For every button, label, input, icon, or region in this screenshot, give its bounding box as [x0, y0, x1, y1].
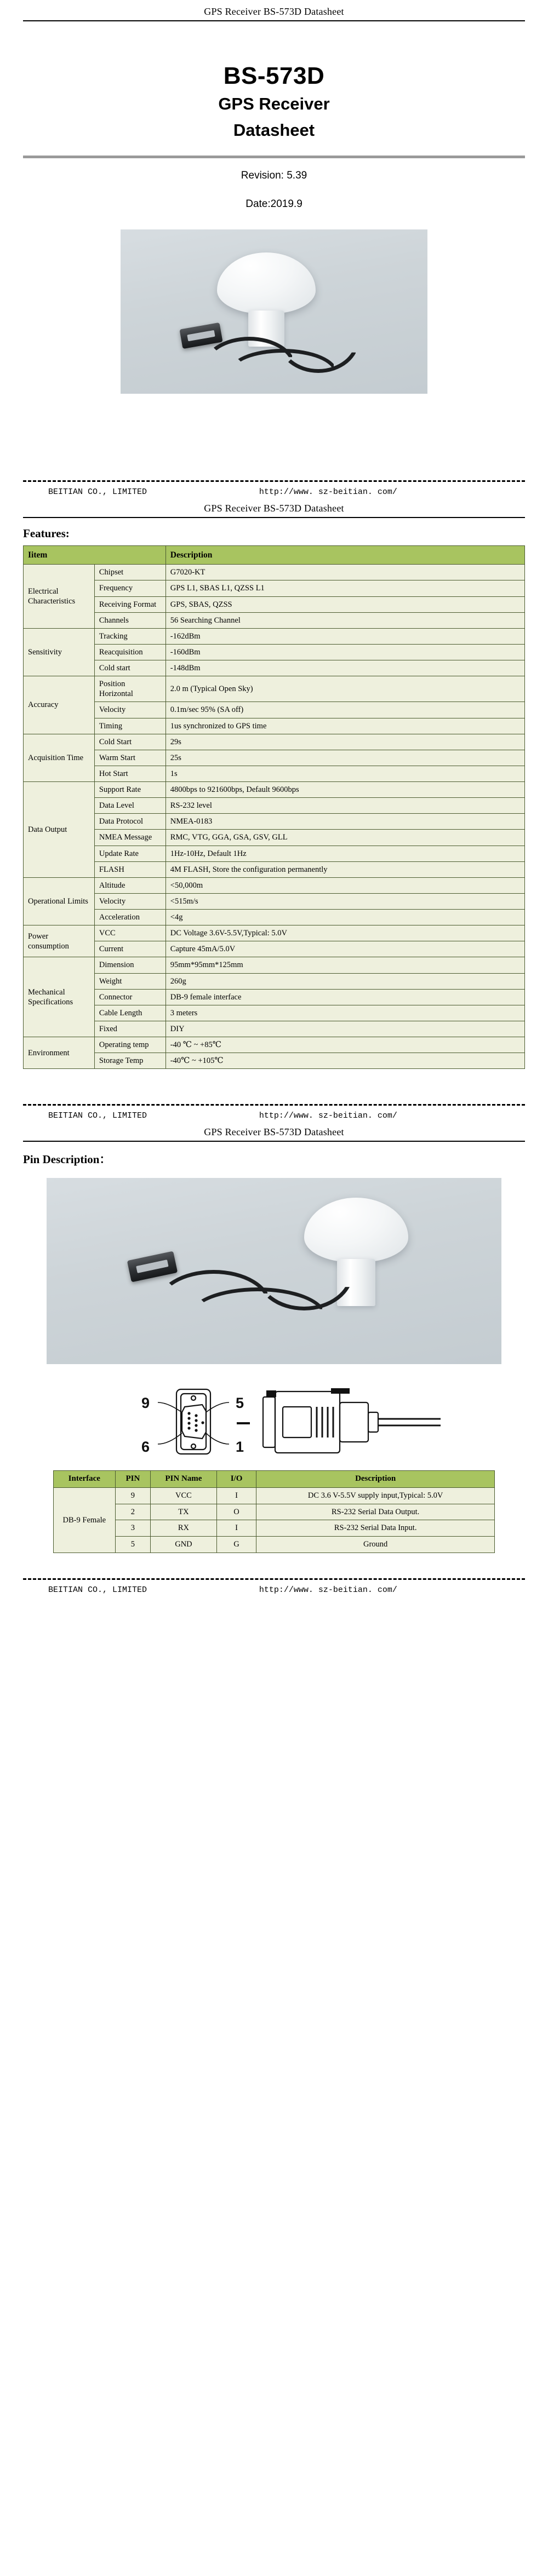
row-subitem: Fixed: [94, 1021, 165, 1037]
pin-description-table: [53, 1470, 495, 1553]
table-row: [24, 580, 525, 596]
row-description: RMC, VTG, GGA, GSA, GSV, GLL: [165, 830, 524, 846]
table-row: [24, 702, 525, 718]
table-row: [24, 612, 525, 628]
pin-table-body: [53, 1487, 494, 1553]
row-subitem: NMEA Message: [94, 830, 165, 846]
row-subitem: Cable Length: [94, 1005, 165, 1021]
pin-description-heading: Pin Description：: [23, 1153, 111, 1166]
row-subitem: Tracking: [94, 628, 165, 644]
table-row: [24, 596, 525, 612]
footer-company-name-2: BEITIAN CO., LIMITED: [48, 1111, 147, 1121]
row-description: 1s: [165, 766, 524, 781]
table-row: [24, 676, 525, 702]
pin-col-io: I/O: [216, 1471, 256, 1488]
row-subitem: Chipset: [94, 565, 165, 580]
row-subitem: Reacquisition: [94, 644, 165, 660]
row-subitem: Operating temp: [94, 1037, 165, 1053]
row-subitem: Current: [94, 941, 165, 957]
table-row: [53, 1504, 494, 1520]
row-description: -162dBm: [165, 628, 524, 644]
group-label: Operational Limits: [24, 877, 95, 925]
footer-url-2[interactable]: http://www. sz-beitian. com/: [259, 1111, 397, 1121]
cover-bottom-spacer: [23, 394, 525, 464]
row-description: 4800bps to 921600bps, Default 9600bps: [165, 782, 524, 798]
pin-io: I: [216, 1520, 256, 1537]
db9-label-5: 5: [236, 1395, 244, 1412]
row-description: G7020-KT: [165, 565, 524, 580]
row-description: 4M FLASH, Store the configuration permanently: [165, 861, 524, 877]
antenna-dome-shape-2: [304, 1198, 408, 1262]
row-subitem: Cold start: [94, 660, 165, 676]
table-row: [24, 1037, 525, 1053]
row-description: -148dBm: [165, 660, 524, 676]
pin-desc: DC 3.6 V-5.5V supply input,Typical: 5.0V: [256, 1487, 495, 1504]
pin-io: G: [216, 1537, 256, 1553]
table-row: [24, 989, 525, 1005]
group-label: Power consumption: [24, 925, 95, 957]
row-description: DB-9 female interface: [165, 989, 524, 1005]
pin-header-row: [53, 1471, 494, 1488]
cover-page: [0, 0, 548, 497]
pin-col-pin-name: PIN Name: [151, 1471, 217, 1488]
footer-dashed-rule-2: [23, 1104, 525, 1106]
pin-bottom-spacer: [23, 1553, 525, 1562]
table-row: [24, 814, 525, 830]
group-label: Environment: [24, 1037, 95, 1069]
table-row: [24, 660, 525, 676]
footer-url-3[interactable]: http://www. sz-beitian. com/: [259, 1585, 397, 1595]
table-row: [24, 734, 525, 750]
db9-label-9: 9: [141, 1395, 150, 1412]
features-table-head: [24, 545, 525, 564]
product-photo: [121, 229, 427, 394]
running-header-text: GPS Receiver BS-573D Datasheet: [204, 6, 344, 17]
table-row: [24, 798, 525, 814]
group-label: Acquisition Time: [24, 734, 95, 781]
pin-col-description: Description: [256, 1471, 495, 1488]
row-description: 25s: [165, 750, 524, 766]
row-description: DIY: [165, 1021, 524, 1037]
row-subitem: Velocity: [94, 702, 165, 718]
running-header-2: [23, 497, 525, 518]
cover-revision: Revision: 5.39: [241, 170, 307, 182]
table-row: [24, 910, 525, 925]
pin-desc: RS-232 Serial Data Input.: [256, 1520, 495, 1537]
pin-number: 5: [115, 1537, 150, 1553]
cover-date: Date:2019.9: [246, 198, 302, 210]
row-description: 3 meters: [165, 1005, 524, 1021]
table-row: [24, 782, 525, 798]
row-subitem: FLASH: [94, 861, 165, 877]
pin-number: 2: [115, 1504, 150, 1520]
row-description: -40℃ ~ +105℃: [165, 1053, 524, 1069]
group-label: Electrical Characteristics: [24, 565, 95, 629]
table-row: [24, 957, 525, 973]
table-row: [24, 830, 525, 846]
row-subitem: Velocity: [94, 893, 165, 909]
db9-connector-shape: [179, 323, 222, 349]
cover-model-title: BS-573D: [223, 62, 325, 89]
pin-col-pin: PIN: [115, 1471, 150, 1488]
table-row: [24, 973, 525, 989]
row-subitem: Update Rate: [94, 846, 165, 861]
antenna-dome-shape: [217, 252, 316, 314]
group-label: Accuracy: [24, 676, 95, 734]
footer-dashed-rule: [23, 480, 525, 482]
row-description: <515m/s: [165, 893, 524, 909]
row-subitem: Timing: [94, 718, 165, 734]
running-header-rule-2: [23, 517, 525, 518]
pin-name: VCC: [151, 1487, 217, 1504]
row-description: 56 Searching Channel: [165, 612, 524, 628]
pin-description-page: [0, 1120, 548, 1595]
features-page: [0, 497, 548, 1120]
row-description: RS-232 level: [165, 798, 524, 814]
pin-name: TX: [151, 1504, 217, 1520]
row-description: <50,000m: [165, 877, 524, 893]
row-description: 1Hz-10Hz, Default 1Hz: [165, 846, 524, 861]
row-subitem: Connector: [94, 989, 165, 1005]
table-row: [24, 941, 525, 957]
row-subitem: Channels: [94, 612, 165, 628]
table-row: [53, 1487, 494, 1504]
page-footer-2: [23, 1104, 525, 1120]
group-label: Data Output: [24, 782, 95, 878]
row-subitem: Dimension: [94, 957, 165, 973]
db9-connector-shape-2: [127, 1251, 178, 1283]
row-subitem: Warm Start: [94, 750, 165, 766]
cover-subtitle-line1: GPS Receiver: [218, 94, 330, 113]
pin-interface-label: DB-9 Female: [53, 1487, 115, 1553]
row-subitem: Acceleration: [94, 910, 165, 925]
footer-url[interactable]: http://www. sz-beitian. com/: [259, 487, 397, 497]
product-photo-2: [47, 1178, 501, 1364]
footer-company-name-3: BEITIAN CO., LIMITED: [48, 1585, 147, 1595]
table-row: [24, 925, 525, 941]
table-row: [24, 1021, 525, 1037]
pin-io: O: [216, 1504, 256, 1520]
row-subitem: Altitude: [94, 877, 165, 893]
row-description: 260g: [165, 973, 524, 989]
cover-subtitle-line2: Datasheet: [233, 120, 315, 140]
features-col-item: Iitem: [24, 545, 166, 564]
db9-pinout-diagram: [99, 1378, 449, 1461]
row-subitem: Storage Temp: [94, 1053, 165, 1069]
row-subitem: Receiving Format: [94, 596, 165, 612]
row-subitem: Data Protocol: [94, 814, 165, 830]
pin-desc: Ground: [256, 1537, 495, 1553]
row-subitem: Data Level: [94, 798, 165, 814]
cover-top-spacer: [23, 21, 525, 61]
table-row: [53, 1537, 494, 1553]
table-row: [24, 750, 525, 766]
row-subitem: VCC: [94, 925, 165, 941]
table-row: [24, 1053, 525, 1069]
features-header-row: [24, 545, 525, 564]
db9-label-1: 1: [236, 1439, 244, 1456]
table-row: [24, 628, 525, 644]
row-subitem: Support Rate: [94, 782, 165, 798]
running-header-text-3: GPS Receiver BS-573D Datasheet: [204, 1126, 344, 1138]
running-header-3: [23, 1120, 525, 1142]
db9-label-6: 6: [141, 1439, 150, 1456]
pin-col-interface: Interface: [53, 1471, 115, 1488]
row-subitem: Frequency: [94, 580, 165, 596]
pin-number: 3: [115, 1520, 150, 1537]
table-row: [53, 1520, 494, 1537]
pin-name: GND: [151, 1537, 217, 1553]
pin-name: RX: [151, 1520, 217, 1537]
row-description: -160dBm: [165, 644, 524, 660]
row-subitem: Position Horizontal: [94, 676, 165, 702]
pin-io: I: [216, 1487, 256, 1504]
page-footer-3: [23, 1578, 525, 1595]
db9-pinout-svg: [99, 1378, 449, 1461]
row-description: GPS L1, SBAS L1, QZSS L1: [165, 580, 524, 596]
features-table: [23, 545, 525, 1069]
row-subitem: Weight: [94, 973, 165, 989]
table-row: [24, 766, 525, 781]
features-heading: Features:: [23, 526, 70, 540]
row-description: 0.1m/sec 95% (SA off): [165, 702, 524, 718]
row-description: -40 ℃ ~ +85℃: [165, 1037, 524, 1053]
pin-number: 9: [115, 1487, 150, 1504]
row-subitem: Hot Start: [94, 766, 165, 781]
footer-company-name: BEITIAN CO., LIMITED: [48, 487, 147, 497]
row-description: 2.0 m (Typical Open Sky): [165, 676, 524, 702]
group-label: Sensitivity: [24, 628, 95, 676]
features-col-description: Description: [165, 545, 524, 564]
table-row: [24, 718, 525, 734]
row-description: 1us synchronized to GPS time: [165, 718, 524, 734]
running-header: [23, 0, 525, 21]
row-description: GPS, SBAS, QZSS: [165, 596, 524, 612]
row-description: <4g: [165, 910, 524, 925]
table-row: [24, 846, 525, 861]
table-row: [24, 565, 525, 580]
page-footer-1: [23, 480, 525, 497]
pin-desc: RS-232 Serial Data Output.: [256, 1504, 495, 1520]
table-row: [24, 893, 525, 909]
pin-table-head: [53, 1471, 494, 1488]
features-bottom-spacer: [23, 1069, 525, 1088]
table-row: [24, 1005, 525, 1021]
row-description: 95mm*95mm*125mm: [165, 957, 524, 973]
row-description: DC Voltage 3.6V-5.5V,Typical: 5.0V: [165, 925, 524, 941]
row-description: NMEA-0183: [165, 814, 524, 830]
table-row: [24, 861, 525, 877]
footer-dashed-rule-3: [23, 1578, 525, 1580]
features-table-body: [24, 565, 525, 1069]
row-description: 29s: [165, 734, 524, 750]
running-header-rule-3: [23, 1141, 525, 1142]
row-subitem: Cold Start: [94, 734, 165, 750]
table-row: [24, 644, 525, 660]
group-label: Mechanical Specifications: [24, 957, 95, 1037]
running-header-text-2: GPS Receiver BS-573D Datasheet: [204, 502, 344, 514]
row-description: Capture 45mA/5.0V: [165, 941, 524, 957]
table-row: [24, 877, 525, 893]
